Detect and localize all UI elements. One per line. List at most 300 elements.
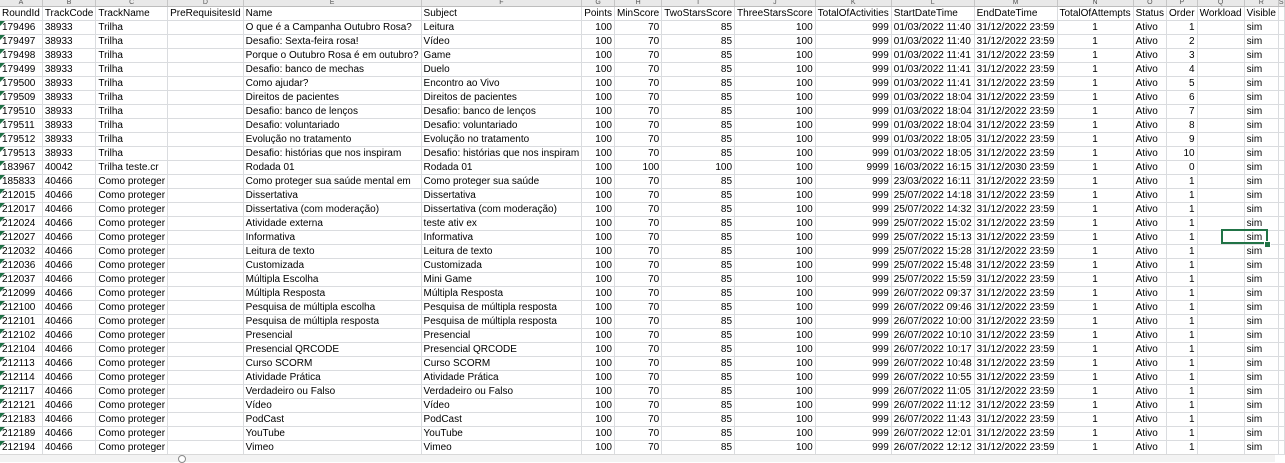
cell-col-s[interactable] xyxy=(1278,77,1284,91)
cell-round-id[interactable] xyxy=(0,77,42,91)
cell-round-id[interactable] xyxy=(0,49,42,63)
cell-end-date-time[interactable]: 31/12/2022 23:59 xyxy=(974,329,1057,343)
cell-subject[interactable]: Duelo xyxy=(421,63,582,77)
cell-track-code[interactable]: 40466 xyxy=(42,315,96,329)
cell-total-of-attempts[interactable]: 1 xyxy=(1057,203,1133,217)
cell-total-of-activities[interactable]: 999 xyxy=(815,77,891,91)
cell-track-code[interactable]: 40042 xyxy=(42,161,96,175)
scroll-indicator-icon[interactable] xyxy=(178,455,186,463)
cell-name[interactable]: Porque o Outubro Rosa é em outubro? xyxy=(243,49,421,63)
cell-three-stars-score[interactable]: 100 xyxy=(735,217,816,231)
cell-visible[interactable]: sim xyxy=(1244,189,1278,203)
cell-visible[interactable]: sim xyxy=(1244,49,1278,63)
cell-points[interactable]: 100 xyxy=(582,175,615,189)
cell-round-id[interactable] xyxy=(0,161,42,175)
cell-workload[interactable] xyxy=(1197,413,1244,427)
header-name[interactable]: Name xyxy=(243,7,421,21)
cell-start-date-time[interactable]: 25/07/2022 14:18 xyxy=(891,189,974,203)
cell-visible[interactable]: sim xyxy=(1244,105,1278,119)
cell-name[interactable]: Presencial xyxy=(243,329,421,343)
column-header-a[interactable]: A xyxy=(0,0,42,7)
cell-round-id[interactable] xyxy=(0,329,42,343)
cell-status[interactable]: Ativo xyxy=(1133,357,1166,371)
cell-workload[interactable] xyxy=(1197,133,1244,147)
cell-name[interactable]: Presencial QRCODE xyxy=(243,343,421,357)
header-order[interactable]: Order xyxy=(1167,7,1198,21)
cell-three-stars-score[interactable]: 100 xyxy=(735,175,816,189)
cell-subject[interactable]: Leitura xyxy=(421,21,582,35)
cell-three-stars-score[interactable]: 100 xyxy=(735,189,816,203)
cell-subject[interactable]: Mini Game xyxy=(421,273,582,287)
cell-track-code[interactable]: 40466 xyxy=(42,413,96,427)
cell-min-score[interactable]: 70 xyxy=(614,21,661,35)
cell-order[interactable]: 10 xyxy=(1167,147,1198,161)
cell-track-name[interactable]: Trilha xyxy=(96,35,168,49)
cell-round-id[interactable] xyxy=(0,91,42,105)
cell-start-date-time[interactable]: 01/03/2022 18:05 xyxy=(891,133,974,147)
cell-workload[interactable] xyxy=(1197,357,1244,371)
cell-total-of-activities[interactable]: 999 xyxy=(815,217,891,231)
cell-total-of-activities[interactable]: 999 xyxy=(815,315,891,329)
cell-total-of-activities[interactable]: 999 xyxy=(815,357,891,371)
column-header-k[interactable]: K xyxy=(815,0,891,7)
cell-track-code[interactable]: 38933 xyxy=(42,133,96,147)
cell-subject[interactable]: Vimeo xyxy=(421,441,582,455)
cell-track-name[interactable]: Como proteger xyxy=(96,315,168,329)
cell-visible[interactable]: sim xyxy=(1244,133,1278,147)
cell-prerequisites-id[interactable] xyxy=(168,315,244,329)
cell-status[interactable]: Ativo xyxy=(1133,49,1166,63)
cell-start-date-time[interactable]: 23/03/2022 16:11 xyxy=(891,175,974,189)
cell-end-date-time[interactable]: 31/12/2022 23:59 xyxy=(974,385,1057,399)
cell-three-stars-score[interactable]: 100 xyxy=(735,245,816,259)
cell-min-score[interactable]: 70 xyxy=(614,357,661,371)
cell-prerequisites-id[interactable] xyxy=(168,175,244,189)
cell-track-name[interactable]: Trilha xyxy=(96,63,168,77)
cell-three-stars-score[interactable]: 100 xyxy=(735,413,816,427)
cell-min-score[interactable]: 100 xyxy=(614,161,661,175)
cell-total-of-attempts[interactable]: 1 xyxy=(1057,427,1133,441)
cell-two-stars-score[interactable]: 85 xyxy=(662,315,735,329)
column-header-i[interactable]: I xyxy=(662,0,735,7)
cell-track-name[interactable]: Como proteger xyxy=(96,245,168,259)
cell-workload[interactable] xyxy=(1197,77,1244,91)
cell-workload[interactable] xyxy=(1197,175,1244,189)
column-header-j[interactable]: J xyxy=(735,0,816,7)
cell-min-score[interactable]: 70 xyxy=(614,105,661,119)
cell-three-stars-score[interactable]: 100 xyxy=(735,329,816,343)
cell-name[interactable]: Evolução no tratamento xyxy=(243,133,421,147)
header-prerequisites-id[interactable]: PreRequisitesId xyxy=(168,7,244,21)
cell-name[interactable]: Vimeo xyxy=(243,441,421,455)
cell-points[interactable]: 100 xyxy=(582,413,615,427)
cell-points[interactable]: 100 xyxy=(582,161,615,175)
column-header-d[interactable]: D xyxy=(168,0,244,7)
cell-visible[interactable]: sim xyxy=(1244,343,1278,357)
cell-end-date-time[interactable]: 31/12/2022 23:59 xyxy=(974,315,1057,329)
cell-visible[interactable]: sim xyxy=(1244,371,1278,385)
cell-three-stars-score[interactable]: 100 xyxy=(735,273,816,287)
cell-round-id[interactable] xyxy=(0,273,42,287)
cell-workload[interactable] xyxy=(1197,371,1244,385)
header-start-date-time[interactable]: StartDateTime xyxy=(891,7,974,21)
cell-subject[interactable]: Encontro ao Vivo xyxy=(421,77,582,91)
cell-end-date-time[interactable]: 31/12/2022 23:59 xyxy=(974,21,1057,35)
cell-round-id[interactable] xyxy=(0,63,42,77)
cell-total-of-activities[interactable]: 999 xyxy=(815,427,891,441)
cell-track-name[interactable]: Como proteger xyxy=(96,343,168,357)
cell-two-stars-score[interactable]: 85 xyxy=(662,273,735,287)
cell-workload[interactable] xyxy=(1197,161,1244,175)
cell-two-stars-score[interactable]: 85 xyxy=(662,427,735,441)
cell-points[interactable]: 100 xyxy=(582,301,615,315)
cell-track-code[interactable]: 40466 xyxy=(42,245,96,259)
cell-round-id[interactable] xyxy=(0,385,42,399)
cell-points[interactable]: 100 xyxy=(582,147,615,161)
cell-workload[interactable] xyxy=(1197,441,1244,455)
cell-prerequisites-id[interactable] xyxy=(168,35,244,49)
cell-status[interactable]: Ativo xyxy=(1133,441,1166,455)
cell-total-of-attempts[interactable]: 1 xyxy=(1057,119,1133,133)
cell-col-s[interactable] xyxy=(1278,259,1284,273)
cell-order[interactable]: 1 xyxy=(1167,413,1198,427)
cell-track-name[interactable]: Trilha xyxy=(96,105,168,119)
cell-name[interactable]: Múltipla Resposta xyxy=(243,287,421,301)
cell-status[interactable]: Ativo xyxy=(1133,119,1166,133)
column-header-b[interactable]: B xyxy=(42,0,96,7)
cell-two-stars-score[interactable]: 85 xyxy=(662,287,735,301)
cell-round-id[interactable] xyxy=(0,105,42,119)
cell-status[interactable]: Ativo xyxy=(1133,329,1166,343)
cell-round-id[interactable] xyxy=(0,147,42,161)
cell-min-score[interactable]: 70 xyxy=(614,63,661,77)
cell-name[interactable]: Direitos de pacientes xyxy=(243,91,421,105)
cell-points[interactable]: 100 xyxy=(582,77,615,91)
cell-min-score[interactable]: 70 xyxy=(614,413,661,427)
header-subject[interactable]: Subject xyxy=(421,7,582,21)
cell-name[interactable]: Como ajudar? xyxy=(243,77,421,91)
cell-name[interactable]: Desafio: Sexta-feira rosa! xyxy=(243,35,421,49)
cell-status[interactable]: Ativo xyxy=(1133,315,1166,329)
cell-end-date-time[interactable]: 31/12/2022 23:59 xyxy=(974,287,1057,301)
cell-three-stars-score[interactable]: 100 xyxy=(735,287,816,301)
cell-total-of-attempts[interactable]: 1 xyxy=(1057,245,1133,259)
cell-round-id[interactable] xyxy=(0,203,42,217)
cell-two-stars-score[interactable]: 85 xyxy=(662,189,735,203)
cell-total-of-attempts[interactable]: 1 xyxy=(1057,147,1133,161)
cell-order[interactable]: 1 xyxy=(1167,329,1198,343)
cell-subject[interactable]: PodCast xyxy=(421,413,582,427)
column-header-r[interactable]: R xyxy=(1244,0,1278,7)
cell-track-name[interactable]: Trilha xyxy=(96,21,168,35)
cell-track-name[interactable]: Trilha xyxy=(96,91,168,105)
cell-status[interactable]: Ativo xyxy=(1133,105,1166,119)
cell-order[interactable]: 1 xyxy=(1167,399,1198,413)
cell-end-date-time[interactable]: 31/12/2022 23:59 xyxy=(974,427,1057,441)
cell-round-id[interactable] xyxy=(0,259,42,273)
cell-three-stars-score[interactable]: 100 xyxy=(735,203,816,217)
cell-order[interactable]: 1 xyxy=(1167,21,1198,35)
header-two-stars-score[interactable]: TwoStarsScore xyxy=(662,7,735,21)
cell-col-s[interactable] xyxy=(1278,343,1284,357)
selected-cell[interactable] xyxy=(1221,229,1268,244)
cell-status[interactable]: Ativo xyxy=(1133,189,1166,203)
cell-three-stars-score[interactable]: 100 xyxy=(735,371,816,385)
cell-total-of-attempts[interactable]: 1 xyxy=(1057,21,1133,35)
cell-workload[interactable] xyxy=(1197,91,1244,105)
cell-total-of-activities[interactable]: 999 xyxy=(815,63,891,77)
cell-round-id[interactable] xyxy=(0,35,42,49)
cell-track-name[interactable]: Como proteger xyxy=(96,175,168,189)
column-header-q[interactable]: Q xyxy=(1197,0,1244,7)
cell-visible[interactable]: sim xyxy=(1244,21,1278,35)
cell-order[interactable]: 1 xyxy=(1167,357,1198,371)
cell-total-of-activities[interactable]: 999 xyxy=(815,301,891,315)
cell-three-stars-score[interactable]: 100 xyxy=(735,301,816,315)
cell-visible[interactable]: sim xyxy=(1244,63,1278,77)
cell-two-stars-score[interactable]: 85 xyxy=(662,147,735,161)
cell-workload[interactable] xyxy=(1197,259,1244,273)
cell-three-stars-score[interactable]: 100 xyxy=(735,133,816,147)
header-min-score[interactable]: MinScore xyxy=(614,7,661,21)
header-workload[interactable]: Workload xyxy=(1197,7,1244,21)
cell-end-date-time[interactable]: 31/12/2022 23:59 xyxy=(974,105,1057,119)
cell-subject[interactable]: Evolução no tratamento xyxy=(421,133,582,147)
cell-name[interactable]: Vídeo xyxy=(243,399,421,413)
cell-total-of-activities[interactable]: 999 xyxy=(815,91,891,105)
cell-track-name[interactable]: Como proteger xyxy=(96,259,168,273)
cell-three-stars-score[interactable]: 100 xyxy=(735,315,816,329)
cell-workload[interactable] xyxy=(1197,399,1244,413)
cell-track-name[interactable]: Como proteger xyxy=(96,287,168,301)
cell-col-s[interactable] xyxy=(1278,329,1284,343)
cell-end-date-time[interactable]: 31/12/2022 23:59 xyxy=(974,357,1057,371)
cell-prerequisites-id[interactable] xyxy=(168,105,244,119)
cell-end-date-time[interactable]: 31/12/2022 23:59 xyxy=(974,245,1057,259)
cell-start-date-time[interactable]: 16/03/2022 16:15 xyxy=(891,161,974,175)
cell-subject[interactable]: Curso SCORM xyxy=(421,357,582,371)
cell-min-score[interactable]: 70 xyxy=(614,259,661,273)
cell-end-date-time[interactable]: 31/12/2022 23:59 xyxy=(974,231,1057,245)
cell-workload[interactable] xyxy=(1197,21,1244,35)
cell-subject[interactable]: Presencial QRCODE xyxy=(421,343,582,357)
cell-name[interactable]: Desafio: histórias que nos inspiram xyxy=(243,147,421,161)
cell-col-s[interactable] xyxy=(1278,371,1284,385)
column-header-s[interactable]: S xyxy=(1278,0,1284,6)
cell-points[interactable]: 100 xyxy=(582,203,615,217)
cell-three-stars-score[interactable]: 100 xyxy=(735,357,816,371)
cell-visible[interactable]: sim xyxy=(1244,259,1278,273)
cell-two-stars-score[interactable]: 85 xyxy=(662,63,735,77)
cell-visible[interactable]: sim xyxy=(1244,161,1278,175)
cell-visible[interactable]: sim xyxy=(1244,231,1278,245)
cell-end-date-time[interactable]: 31/12/2022 23:59 xyxy=(974,49,1057,63)
cell-start-date-time[interactable]: 01/03/2022 11:41 xyxy=(891,49,974,63)
cell-track-code[interactable]: 40466 xyxy=(42,329,96,343)
cell-subject[interactable]: Como proteger sua saúde xyxy=(421,175,582,189)
cell-two-stars-score[interactable]: 85 xyxy=(662,175,735,189)
cell-track-code[interactable]: 38933 xyxy=(42,119,96,133)
cell-prerequisites-id[interactable] xyxy=(168,147,244,161)
cell-name[interactable]: Desafio: voluntariado xyxy=(243,119,421,133)
cell-two-stars-score[interactable]: 85 xyxy=(662,441,735,455)
cell-end-date-time[interactable]: 31/12/2022 23:59 xyxy=(974,413,1057,427)
cell-points[interactable]: 100 xyxy=(582,287,615,301)
cell-track-name[interactable]: Trilha xyxy=(96,49,168,63)
cell-track-name[interactable]: Como proteger xyxy=(96,301,168,315)
cell-order[interactable]: 1 xyxy=(1167,441,1198,455)
cell-subject[interactable]: Game xyxy=(421,49,582,63)
fill-handle[interactable] xyxy=(1264,241,1271,248)
cell-total-of-activities[interactable]: 9999 xyxy=(815,161,891,175)
cell-points[interactable]: 100 xyxy=(582,343,615,357)
cell-prerequisites-id[interactable] xyxy=(168,91,244,105)
cell-order[interactable]: 1 xyxy=(1167,427,1198,441)
column-header-e[interactable]: E xyxy=(243,0,421,7)
cell-workload[interactable] xyxy=(1197,427,1244,441)
cell-total-of-activities[interactable]: 999 xyxy=(815,273,891,287)
cell-end-date-time[interactable]: 31/12/2022 23:59 xyxy=(974,399,1057,413)
cell-prerequisites-id[interactable] xyxy=(168,329,244,343)
cell-status[interactable]: Ativo xyxy=(1133,175,1166,189)
cell-prerequisites-id[interactable] xyxy=(168,245,244,259)
cell-track-code[interactable]: 38933 xyxy=(42,91,96,105)
header-round-id[interactable]: RoundId xyxy=(0,7,42,21)
cell-subject[interactable]: Leitura de texto xyxy=(421,245,582,259)
cell-track-code[interactable]: 40466 xyxy=(42,189,96,203)
header-col-s[interactable] xyxy=(1278,7,1284,21)
cell-total-of-activities[interactable]: 999 xyxy=(815,399,891,413)
cell-name[interactable]: Múltipla Escolha xyxy=(243,273,421,287)
cell-col-s[interactable] xyxy=(1278,119,1284,133)
cell-total-of-activities[interactable]: 999 xyxy=(815,49,891,63)
cell-prerequisites-id[interactable] xyxy=(168,287,244,301)
cell-round-id[interactable] xyxy=(0,287,42,301)
cell-round-id[interactable] xyxy=(0,427,42,441)
cell-status[interactable]: Ativo xyxy=(1133,371,1166,385)
cell-three-stars-score[interactable]: 100 xyxy=(735,343,816,357)
cell-subject[interactable]: YouTube xyxy=(421,427,582,441)
cell-status[interactable]: Ativo xyxy=(1133,77,1166,91)
cell-min-score[interactable]: 70 xyxy=(614,427,661,441)
cell-points[interactable]: 100 xyxy=(582,133,615,147)
cell-min-score[interactable]: 70 xyxy=(614,441,661,455)
column-header-o[interactable]: O xyxy=(1133,0,1166,7)
cell-subject[interactable]: Desafio: histórias que nos inspiram xyxy=(421,147,582,161)
cell-order[interactable]: 1 xyxy=(1167,273,1198,287)
cell-name[interactable]: Leitura de texto xyxy=(243,245,421,259)
cell-three-stars-score[interactable]: 100 xyxy=(735,427,816,441)
column-header-c[interactable]: C xyxy=(96,0,168,7)
cell-total-of-attempts[interactable]: 1 xyxy=(1057,133,1133,147)
cell-points[interactable]: 100 xyxy=(582,91,615,105)
cell-two-stars-score[interactable]: 85 xyxy=(662,231,735,245)
cell-subject[interactable]: Rodada 01 xyxy=(421,161,582,175)
cell-start-date-time[interactable]: 26/07/2022 11:43 xyxy=(891,413,974,427)
cell-status[interactable]: Ativo xyxy=(1133,385,1166,399)
cell-three-stars-score[interactable]: 100 xyxy=(735,399,816,413)
cell-col-s[interactable] xyxy=(1278,315,1284,329)
cell-status[interactable]: Ativo xyxy=(1133,35,1166,49)
cell-name[interactable]: Verdadeiro ou Falso xyxy=(243,385,421,399)
cell-track-name[interactable]: Como proteger xyxy=(96,399,168,413)
cell-col-s[interactable] xyxy=(1278,35,1284,49)
cell-three-stars-score[interactable]: 100 xyxy=(735,161,816,175)
cell-three-stars-score[interactable]: 100 xyxy=(735,21,816,35)
cell-workload[interactable] xyxy=(1197,49,1244,63)
cell-end-date-time[interactable]: 31/12/2022 23:59 xyxy=(974,147,1057,161)
cell-points[interactable]: 100 xyxy=(582,427,615,441)
cell-two-stars-score[interactable]: 85 xyxy=(662,399,735,413)
cell-round-id[interactable] xyxy=(0,371,42,385)
cell-col-s[interactable] xyxy=(1278,161,1284,175)
column-header-f[interactable]: F xyxy=(421,0,582,7)
cell-status[interactable]: Ativo xyxy=(1133,217,1166,231)
column-header-m[interactable]: M xyxy=(974,0,1057,7)
header-track-code[interactable]: TrackCode xyxy=(42,7,96,21)
cell-col-s[interactable] xyxy=(1278,399,1284,413)
cell-track-code[interactable]: 40466 xyxy=(42,399,96,413)
cell-round-id[interactable] xyxy=(0,231,42,245)
cell-total-of-activities[interactable]: 999 xyxy=(815,245,891,259)
cell-points[interactable]: 100 xyxy=(582,357,615,371)
cell-track-name[interactable]: Trilha xyxy=(96,147,168,161)
cell-total-of-activities[interactable]: 999 xyxy=(815,105,891,119)
cell-min-score[interactable]: 70 xyxy=(614,217,661,231)
cell-round-id[interactable] xyxy=(0,399,42,413)
cell-status[interactable]: Ativo xyxy=(1133,231,1166,245)
cell-total-of-activities[interactable]: 999 xyxy=(815,259,891,273)
cell-round-id[interactable] xyxy=(0,343,42,357)
cell-visible[interactable]: sim xyxy=(1244,203,1278,217)
cell-track-code[interactable]: 40466 xyxy=(42,287,96,301)
cell-start-date-time[interactable]: 01/03/2022 11:40 xyxy=(891,21,974,35)
cell-order[interactable]: 1 xyxy=(1167,301,1198,315)
cell-track-code[interactable]: 40466 xyxy=(42,371,96,385)
header-three-stars-score[interactable]: ThreeStarsScore xyxy=(735,7,816,21)
cell-track-name[interactable]: Como proteger xyxy=(96,231,168,245)
cell-two-stars-score[interactable]: 85 xyxy=(662,329,735,343)
cell-total-of-attempts[interactable]: 1 xyxy=(1057,105,1133,119)
cell-end-date-time[interactable]: 31/12/2022 23:59 xyxy=(974,175,1057,189)
cell-order[interactable]: 1 xyxy=(1167,175,1198,189)
cell-track-name[interactable]: Como proteger xyxy=(96,273,168,287)
cell-col-s[interactable] xyxy=(1278,203,1284,217)
cell-min-score[interactable]: 70 xyxy=(614,91,661,105)
cell-points[interactable]: 100 xyxy=(582,35,615,49)
cell-total-of-activities[interactable]: 999 xyxy=(815,385,891,399)
cell-order[interactable]: 1 xyxy=(1167,259,1198,273)
cell-round-id[interactable] xyxy=(0,21,42,35)
cell-track-code[interactable]: 40466 xyxy=(42,441,96,455)
cell-visible[interactable]: sim xyxy=(1244,441,1278,455)
cell-start-date-time[interactable]: 26/07/2022 10:10 xyxy=(891,329,974,343)
cell-track-code[interactable]: 40466 xyxy=(42,231,96,245)
cell-total-of-attempts[interactable]: 1 xyxy=(1057,63,1133,77)
cell-total-of-attempts[interactable]: 1 xyxy=(1057,441,1133,455)
cell-round-id[interactable] xyxy=(0,441,42,455)
cell-two-stars-score[interactable]: 85 xyxy=(662,413,735,427)
cell-points[interactable]: 100 xyxy=(582,441,615,455)
cell-min-score[interactable]: 70 xyxy=(614,147,661,161)
column-header-g[interactable]: G xyxy=(582,0,615,7)
cell-min-score[interactable]: 70 xyxy=(614,245,661,259)
cell-end-date-time[interactable]: 31/12/2022 23:59 xyxy=(974,343,1057,357)
cell-end-date-time[interactable]: 31/12/2022 23:59 xyxy=(974,63,1057,77)
cell-name[interactable]: Desafio: banco de mechas xyxy=(243,63,421,77)
cell-three-stars-score[interactable]: 100 xyxy=(735,49,816,63)
cell-visible[interactable]: sim xyxy=(1244,35,1278,49)
